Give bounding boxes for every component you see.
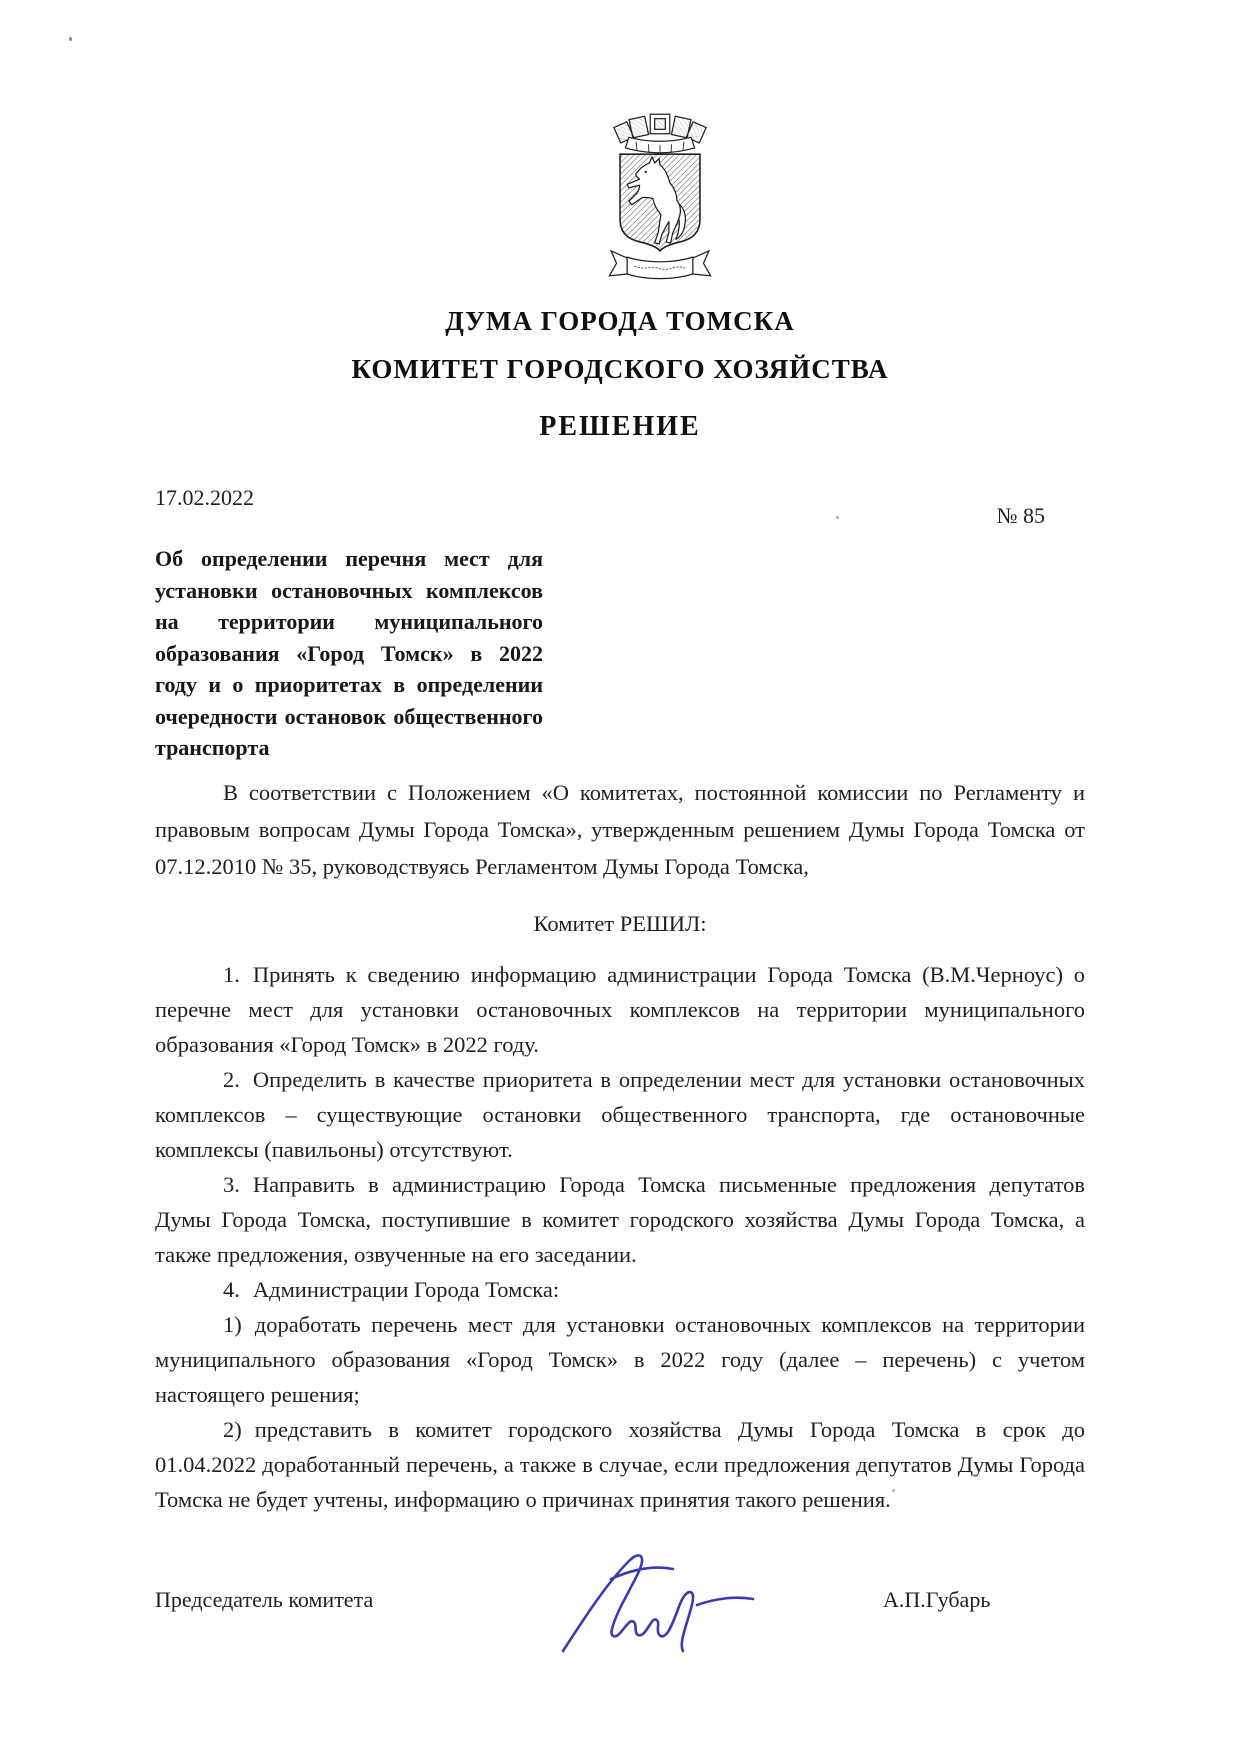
resolution-item-3 xyxy=(155,1167,1085,1272)
preamble-paragraph: В соответствии с Положением «О комитетах, постоянной комиссии по Регламенту и правовым вопросам Думы Города Томска», утвержденным решением Думы Города Томска от 07.12.2010 № 35, руководствуясь Регламентом Думы Города Томска, xyxy=(155,779,1085,879)
resolution-item-1 xyxy=(155,957,1085,1062)
item-number: 1. xyxy=(223,961,240,987)
item-number: 2) xyxy=(223,1416,242,1442)
handwritten-signature-icon xyxy=(545,1539,815,1669)
organization-name: ДУМА ГОРОДА ТОМСКА xyxy=(445,306,795,336)
item-text: Администрации Города Томска: xyxy=(252,1276,560,1302)
resolution-subitem-1 xyxy=(155,1307,1085,1412)
item-text: доработать перечень мест для установки остановочных комплексов на территории муниципального образования «Город Томск» в 2022 году (далее – перечень) с учетом настоящего решения; xyxy=(155,1311,1085,1407)
motto-ribbon-icon xyxy=(609,251,710,279)
item-text: Принять к сведению информацию администрации Города Томска (В.М.Черноус) о перечне мест для установки остановочных комплексов на территории муниципального образования «Город Томск» в 2022 году. xyxy=(155,961,1085,1057)
tomsk-coat-of-arms-icon xyxy=(584,108,736,290)
signatory-position: Председатель комитета xyxy=(155,1586,374,1612)
resolution-item-2 xyxy=(155,1062,1085,1167)
resolution-items xyxy=(155,957,1085,1517)
doc-type-title: РЕШЕНИЕ xyxy=(539,411,701,442)
scan-speck xyxy=(892,1489,895,1492)
committee-name: КОМИТЕТ ГОРОДСКОГО ХОЗЯЙСТВА xyxy=(351,354,889,384)
signatory-name: А.П.Губарь xyxy=(883,1586,991,1612)
resolution-item-4 xyxy=(155,1272,1085,1307)
item-number: 4. xyxy=(223,1276,240,1302)
doc-date: 17.02.2022 xyxy=(155,485,254,510)
signature-block xyxy=(155,1539,1085,1689)
resolution-lead: Комитет РЕШИЛ: xyxy=(533,910,707,936)
meta-row xyxy=(155,485,1085,528)
crown-icon xyxy=(614,114,706,154)
item-text: Определить в качестве приоритета в определении мест для установки остановочных комплексов – существующие остановки общественного транспорта, где остановочные комплексы (павильоны) отсутствуют. xyxy=(155,1066,1085,1162)
item-number: 3. xyxy=(223,1171,240,1197)
item-number: 1) xyxy=(223,1311,242,1337)
resolution-subitem-2 xyxy=(155,1412,1085,1517)
item-text: представить в комитет городского хозяйства Думы Города Томска в срок до 01.04.2022 доработанный перечень, а также в случае, если предложения депутатов Думы Города Томска не будет учтены, информацию о причинах принятия такого решения. xyxy=(155,1416,1085,1512)
scan-speck xyxy=(836,516,839,519)
document-header xyxy=(155,0,1085,443)
item-text: Направить в администрацию Города Томска письменные предложения депутатов Думы Города Томска, поступившие в комитет городского хозяйства Думы Города Томска, а также предложения, озвученные на его заседании. xyxy=(155,1171,1085,1267)
item-number: 2. xyxy=(223,1066,240,1092)
scan-speck xyxy=(69,37,72,41)
doc-number: № 85 xyxy=(996,503,1045,528)
subject-paragraph: Об определении перечня мест для установки остановочных комплексов на территории муниципального образования «Город Томск» в 2022 году и о приоритетах в определении очередности остановок общественного транспорта xyxy=(155,546,543,760)
